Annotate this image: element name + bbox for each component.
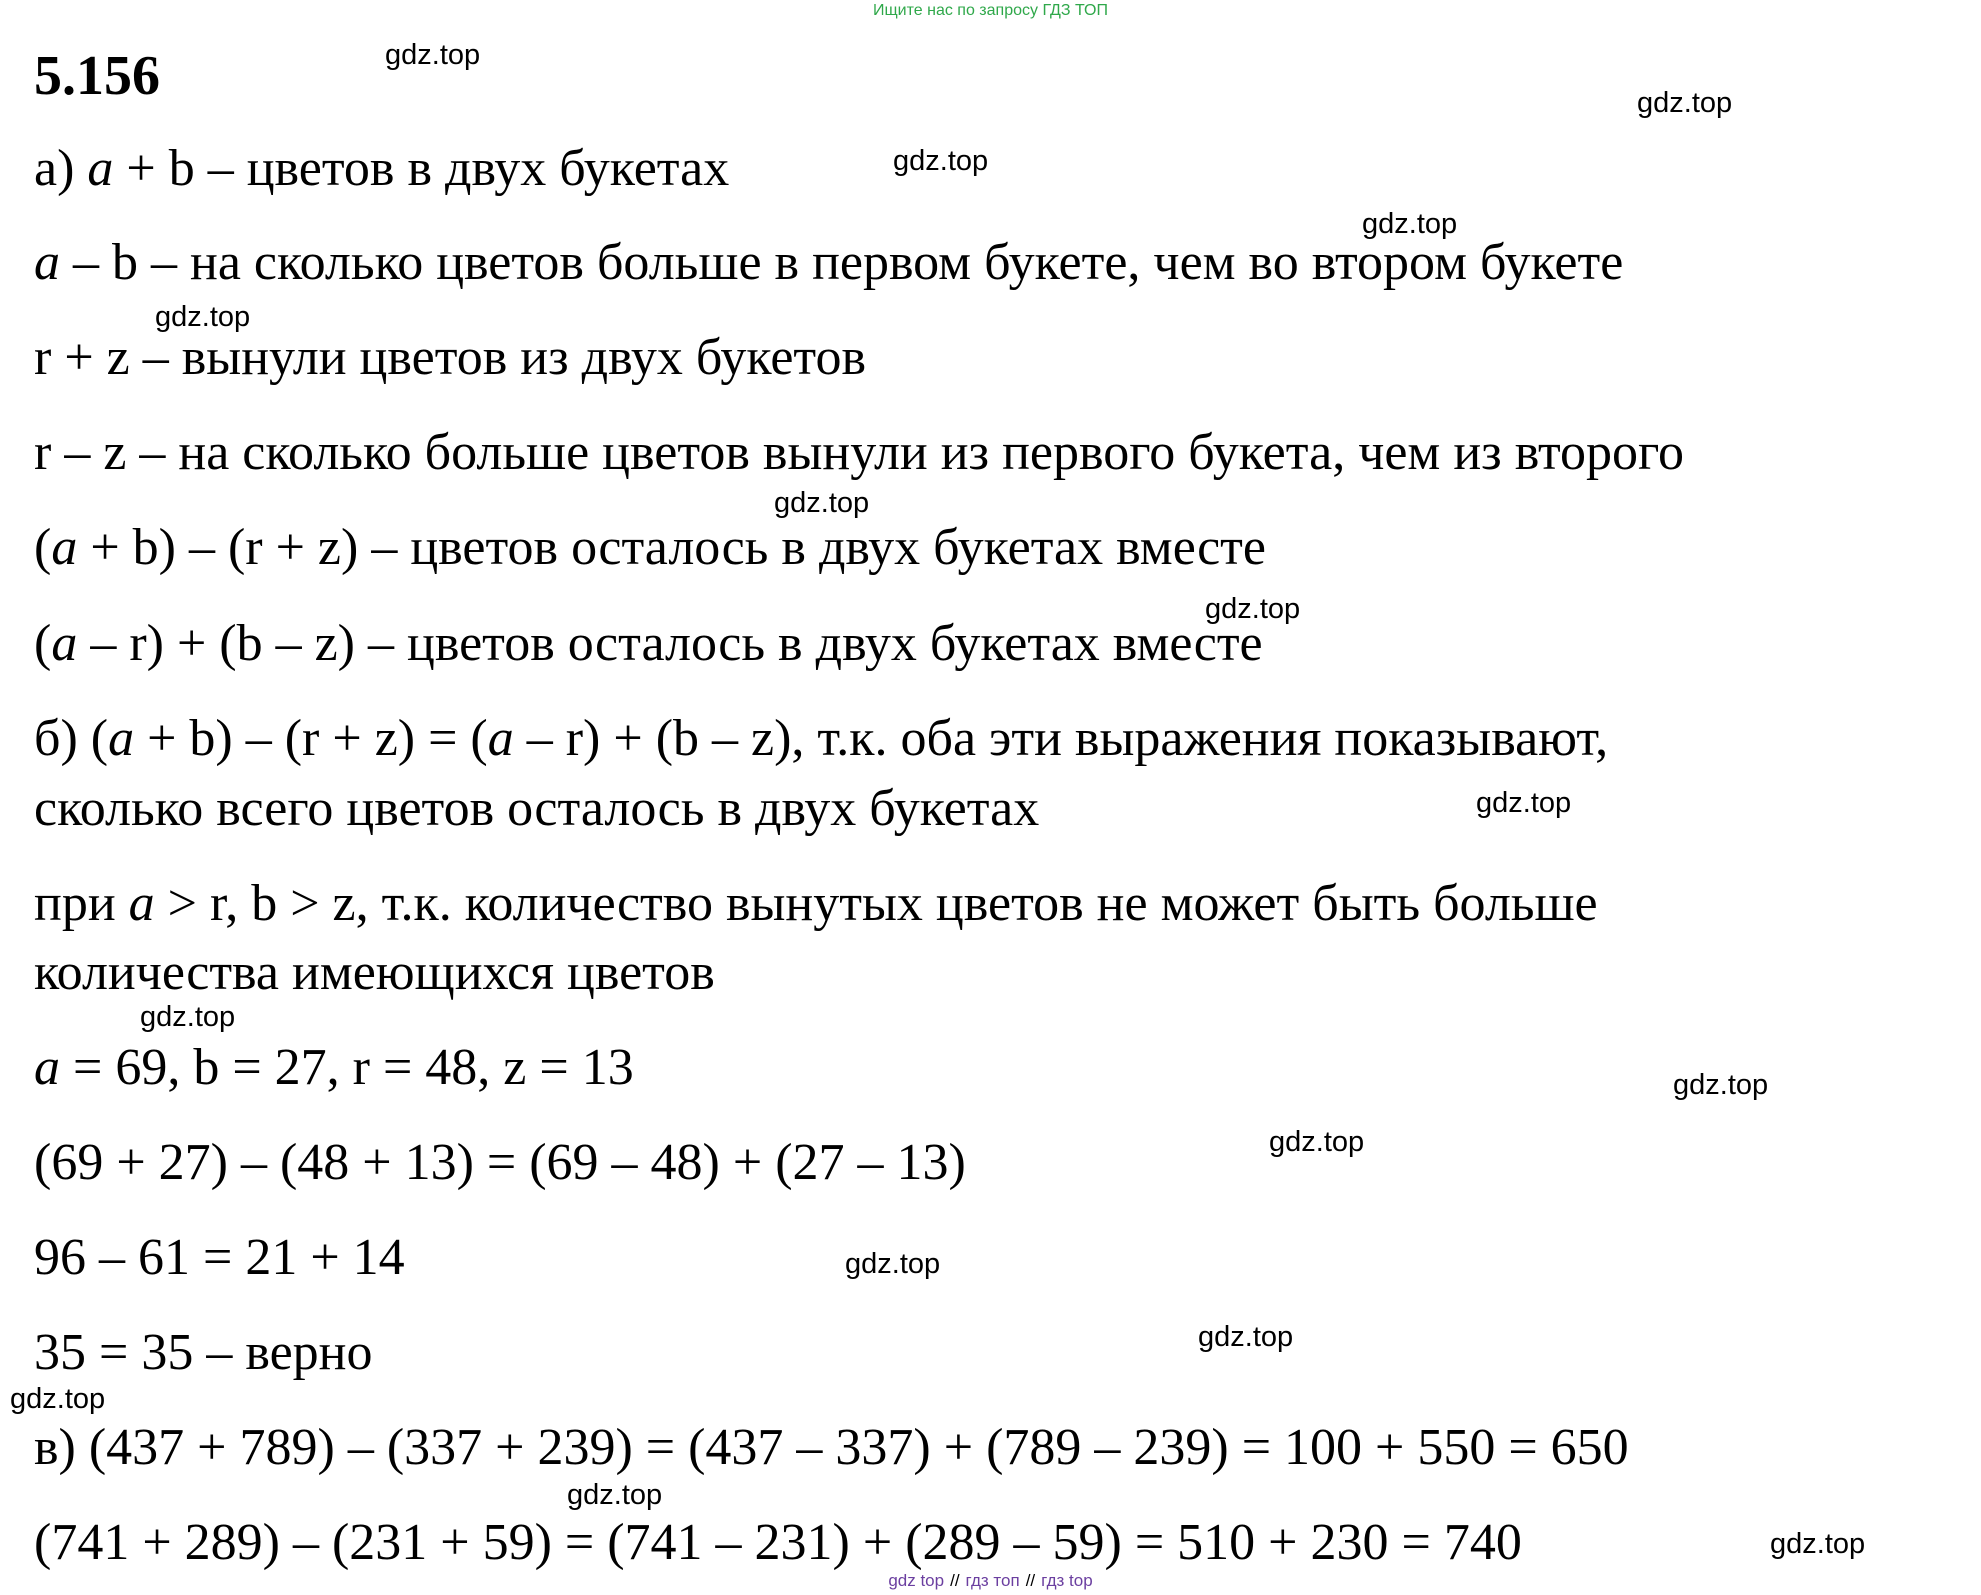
line-a1: а) a + b – цветов в двух букетах bbox=[34, 140, 730, 197]
line-b6: (69 + 27) – (48 + 13) = (69 – 48) + (27 – 13) bbox=[34, 1134, 966, 1191]
watermark: gdz.top bbox=[140, 1001, 236, 1033]
watermark: gdz.top bbox=[1362, 208, 1458, 240]
line-b8: 35 = 35 – верно bbox=[34, 1324, 373, 1381]
task-number: 5.156 bbox=[34, 45, 160, 107]
footer-separator: // bbox=[950, 1571, 960, 1590]
line-a2: a – b – на сколько цветов больше в первом букете, чем во втором букете bbox=[34, 234, 1624, 291]
watermark: gdz.top bbox=[845, 1248, 941, 1280]
footer-link-gdz-top-mixed[interactable]: гдз top bbox=[1041, 1571, 1093, 1590]
watermark: gdz.top bbox=[385, 39, 481, 71]
line-b1: б) (a + b) – (r + z) = (a – r) + (b – z), т.к. оба эти выражения показывают, bbox=[34, 710, 1609, 767]
footer-link-gdz-top[interactable]: gdz top bbox=[888, 1571, 945, 1590]
footer-links bbox=[0, 1570, 1981, 1592]
footer-separator: // bbox=[1025, 1571, 1036, 1590]
watermark: gdz.top bbox=[1198, 1321, 1294, 1353]
watermark: gdz.top bbox=[1205, 593, 1301, 625]
watermark: gdz.top bbox=[1269, 1126, 1365, 1158]
line-c1: в) (437 + 789) – (337 + 239) = (437 – 337) + (789 – 239) = 100 + 550 = 650 bbox=[34, 1419, 1629, 1476]
line-a5: (a + b) – (r + z) – цветов осталось в двух букетах вместе bbox=[34, 519, 1266, 576]
watermark: gdz.top bbox=[774, 487, 870, 519]
line-a4: r – z – на сколько больше цветов вынули из первого букета, чем из второго bbox=[34, 424, 1685, 481]
watermark: gdz.top bbox=[893, 145, 989, 177]
line-a3: r + z – вынули цветов из двух букетов bbox=[34, 329, 866, 386]
watermark: gdz.top bbox=[10, 1383, 106, 1415]
footer-link-gdz-top-ru[interactable]: гдз топ bbox=[965, 1571, 1020, 1590]
watermark: gdz.top bbox=[1637, 87, 1733, 119]
line-b4: количества имеющихся цветов bbox=[34, 944, 715, 1001]
line-b5: a = 69, b = 27, r = 48, z = 13 bbox=[34, 1039, 634, 1096]
watermark: gdz.top bbox=[1770, 1528, 1866, 1560]
line-b2: сколько всего цветов осталось в двух букетах bbox=[34, 780, 1040, 837]
watermark: gdz.top bbox=[1673, 1069, 1769, 1101]
line-b3: при a > r, b > z, т.к. количество вынутых цветов не может быть больше bbox=[34, 875, 1598, 932]
watermark: gdz.top bbox=[567, 1479, 663, 1511]
line-b7: 96 – 61 = 21 + 14 bbox=[34, 1229, 405, 1286]
line-c2: (741 + 289) – (231 + 59) = (741 – 231) + (289 – 59) = 510 + 230 = 740 bbox=[34, 1514, 1522, 1571]
top-banner: Ищите нас по запросу ГДЗ ТОП bbox=[873, 2, 1108, 19]
line-a6: (a – r) + (b – z) – цветов осталось в двух букетах вместе bbox=[34, 615, 1263, 672]
watermark: gdz.top bbox=[155, 301, 251, 333]
watermark: gdz.top bbox=[1476, 787, 1572, 819]
